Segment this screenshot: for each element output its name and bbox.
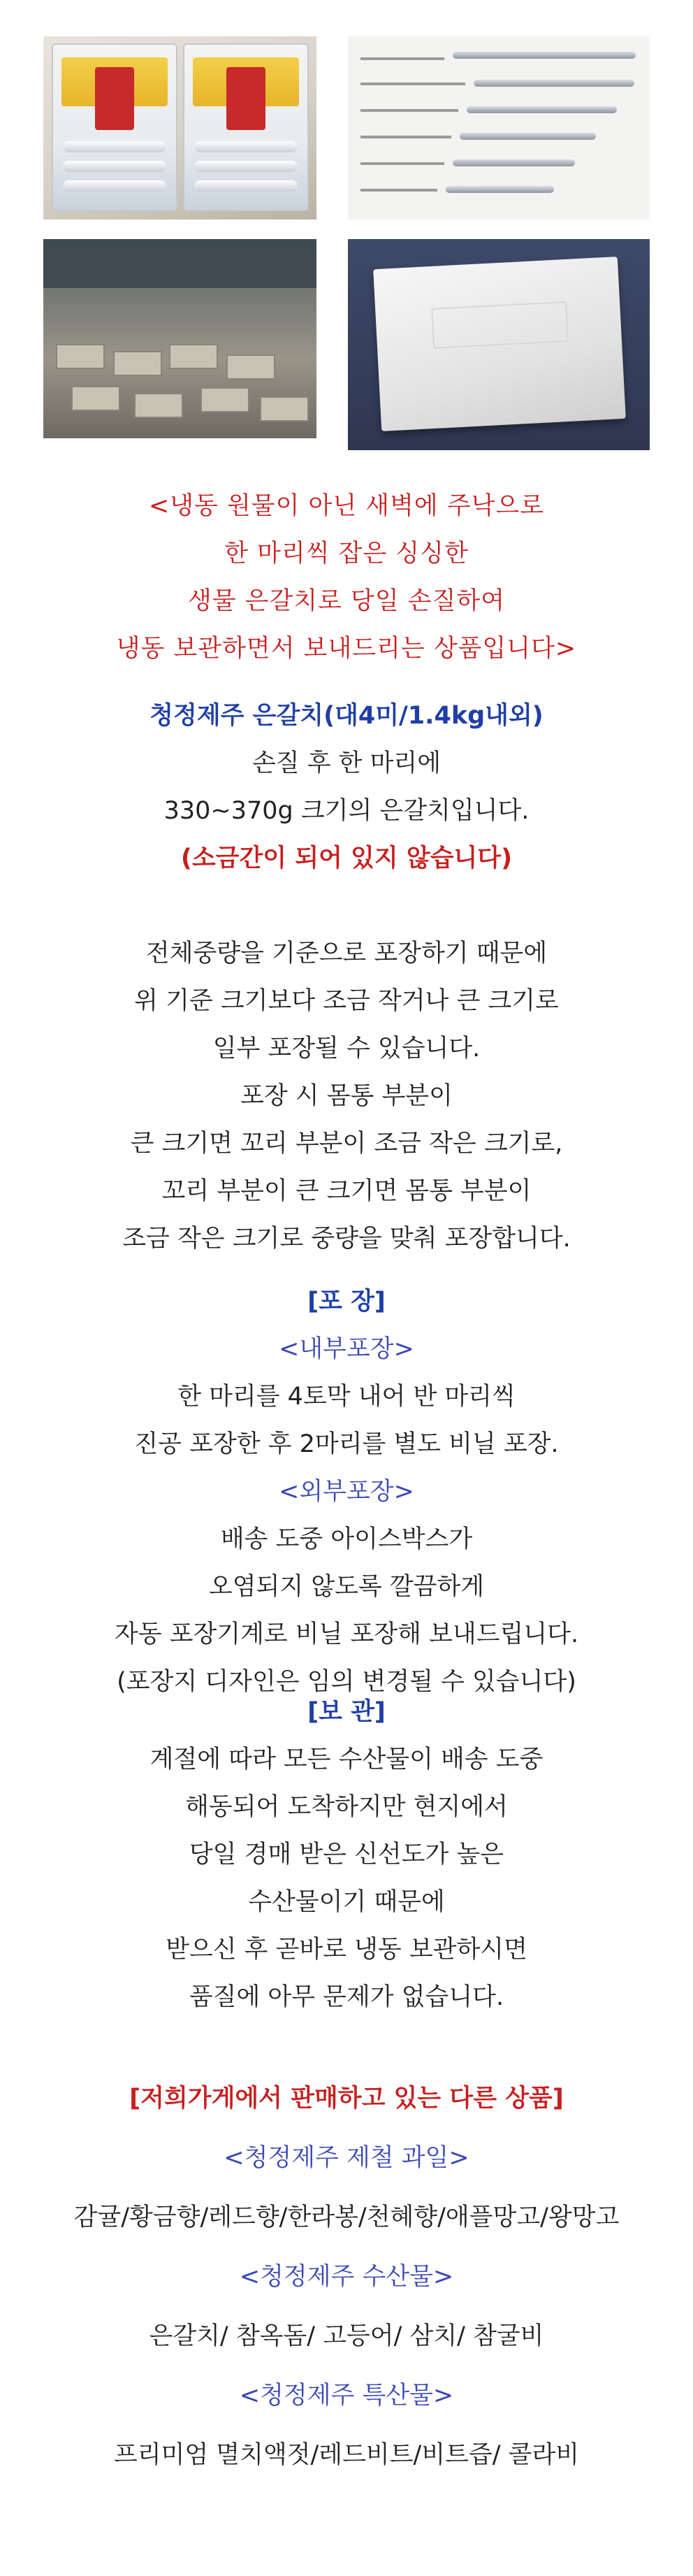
storage-line: 당일 경매 받은 신선도가 높은 [189,1841,504,1869]
outer-packing-line: 배송 도중 아이스박스가 [220,1525,473,1553]
weight-note-line: 일부 포장될 수 있습니다. [212,1035,481,1063]
inner-packing-heading: <내부포장> [279,1335,414,1363]
product-group-items: 프리미엄 멸치액젓/레드비트/비트즙/ 콜라비 [113,2441,580,2469]
product-group-title: <청정제주 수산물> [239,2263,454,2291]
outer-packing-line: (포장지 디자인은 임의 변경될 수 있습니다) [117,1668,576,1696]
other-products-heading: [저희가게에서 판매하고 있는 다른 상품] [129,2085,564,2113]
product-title: 청정제주 은갈치(대4미/1.4kg내외) [149,702,544,730]
inner-packing-line: 진공 포장한 후 2마리를 별도 비닐 포장. [134,1430,559,1458]
storage-heading: [보 관] [307,1698,386,1726]
weight-note-line: 위 기준 크기보다 조금 작거나 큰 크기로 [134,987,559,1015]
inner-packing-line: 한 마리를 4토막 내어 반 마리씩 [177,1383,516,1411]
vacuum-packing-machine-photo [348,239,650,450]
product-group-items: 감귤/황금향/레드향/한라봉/천혜향/애플망고/왕망고 [73,2203,620,2231]
packing-section [0,1278,693,1706]
outer-packing-line: 자동 포장기계로 비닐 포장해 보내드립니다. [114,1620,579,1648]
weight-note-section [0,930,693,1262]
storage-line: 품질에 아무 문제가 없습니다. [189,1983,504,2011]
intro-line: 생물 은갈치로 당일 손질하여 [187,587,506,615]
storage-line: 수산물이기 때문에 [248,1888,445,1916]
packing-heading: [포 장] [307,1288,386,1316]
frozen-hairtail-packs-photo [43,36,316,220]
product-group-title: <청정제주 제철 과일> [224,2144,469,2172]
storage-section [0,1688,693,2021]
intro-line: 한 마리씩 잡은 싱싱한 [224,540,469,568]
storage-line: 받으신 후 곧바로 냉동 보관하시면 [166,1936,527,1964]
fish-market-photo [43,239,316,438]
no-salt-warning: (소금간이 되어 있지 않습니다) [180,844,513,872]
weight-note-line: 포장 시 몸통 부분이 [240,1082,453,1110]
hairtail-size-chart-photo [348,36,650,220]
intro-line: <냉동 원물이 아닌 새벽에 주낙으로 [148,492,545,520]
intro-line: 냉동 보관하면서 보내드리는 상품입니다> [116,635,577,663]
outer-packing-heading: <외부포장> [279,1478,414,1506]
product-photo-grid [43,36,650,450]
product-section [0,692,693,882]
weight-note-line: 큰 크기면 꼬리 부분이 조금 작은 크기로, [130,1130,563,1158]
product-line: 330~370g 크기의 은갈치입니다. [163,797,530,825]
weight-note-line: 전체중량을 기준으로 포장하기 때문에 [145,940,548,967]
storage-line: 해동되어 도착하지만 현지에서 [185,1793,508,1821]
intro-section [0,482,693,672]
weight-note-line: 꼬리 부분이 큰 크기면 몸통 부분이 [161,1177,532,1205]
product-group-title: <청정제주 특산물> [239,2382,454,2410]
weight-note-line: 조금 작은 크기로 중량을 맞춰 포장합니다. [122,1225,571,1253]
product-line: 손질 후 한 마리에 [251,749,442,777]
product-group-items: 은갈치/ 참옥돔/ 고등어/ 삼치/ 참굴비 [149,2322,544,2350]
storage-line: 계절에 따라 모든 수산물이 배송 도중 [149,1746,544,1773]
other-products-section [0,2069,693,2485]
outer-packing-line: 오염되지 않도록 깔끔하게 [208,1573,485,1601]
